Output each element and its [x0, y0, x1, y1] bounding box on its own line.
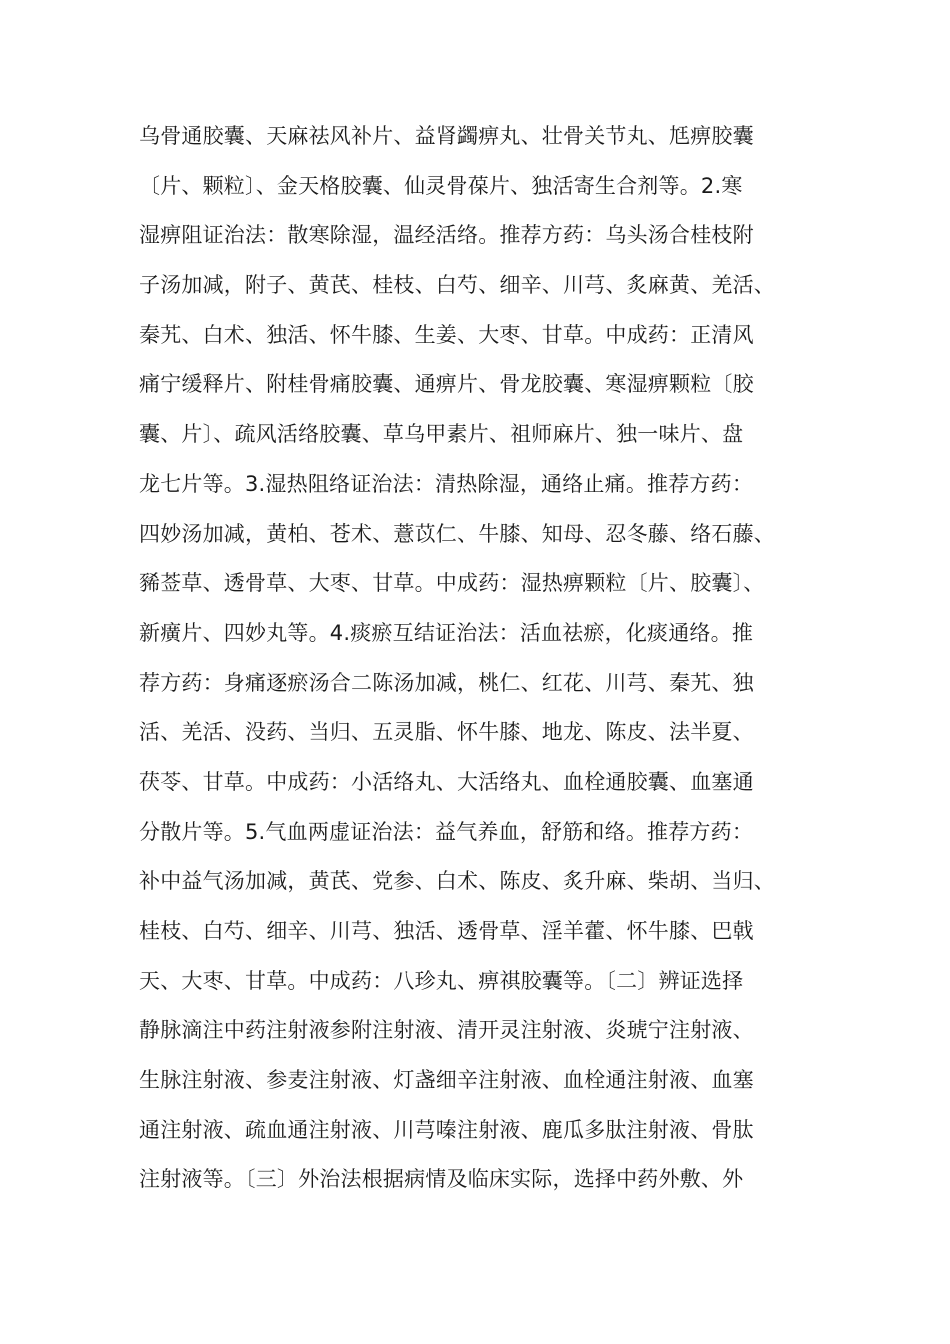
text-line: 新癀片、四妙丸等。4.痰瘀互结证治法：活血祛瘀，化痰通络。推 [139, 620, 754, 645]
text-line: 痛宁缓释片、附桂骨痛胶囊、通痹片、骨龙胶囊、寒湿痹颗粒〔胶 [139, 372, 754, 397]
text-line: 补中益气汤加减，黄芪、党参、白术、陈皮、炙升麻、柴胡、当归、 [139, 869, 775, 894]
text-line: 乌骨通胶囊、天麻祛风补片、益肾蠲痹丸、壮骨关节丸、尪痹胶囊 [139, 124, 754, 148]
text-line: 茯苓、甘草。中成药：小活络丸、大活络丸、血栓通胶囊、血塞通 [139, 769, 754, 794]
text-line: 湿痹阻证治法：散寒除湿，温经活络。推荐方药：乌头汤合桂枝附 [139, 223, 754, 248]
text-line: 生脉注射液、参麦注射液、灯盏细辛注射液、血栓通注射液、血塞 [139, 1068, 754, 1093]
text-line: 秦艽、白术、独活、怀牛膝、生姜、大枣、甘草。中成药：正清风 [139, 322, 754, 347]
text-line: 〔片、颗粒〕、金天格胶囊、仙灵骨葆片、独活寄生合剂等。2.寒 [139, 173, 743, 198]
text-line: 荐方药：身痛逐瘀汤合二陈汤加减，桃仁、红花、川芎、秦艽、独 [139, 670, 754, 695]
text-line: 豨莶草、透骨草、大枣、甘草。中成药：湿热痹颗粒〔片、胶囊〕、 [139, 571, 765, 596]
text-line: 注射液等。〔三〕外治法根据病情及临床实际，选择中药外敷、外 [139, 1167, 744, 1192]
text-line: 囊、片〕、疏风活络胶囊、草乌甲素片、祖师麻片、独一味片、盘 [139, 422, 744, 447]
text-line: 龙七片等。3.湿热阻络证治法：清热除湿，通络止痛。推荐方药： [139, 471, 754, 496]
text-line: 天、大枣、甘草。中成药：八珍丸、痹祺胶囊等。〔二〕辨证选择 [139, 968, 744, 993]
text-line: 静脉滴注中药注射液参附注射液、清开灵注射液、炎琥宁注射液、 [139, 1018, 754, 1043]
text-line: 四妙汤加减，黄柏、苍术、薏苡仁、牛膝、知母、忍冬藤、络石藤、 [139, 521, 775, 546]
text-line: 活、羌活、没药、当归、五灵脂、怀牛膝、地龙、陈皮、法半夏、 [139, 720, 754, 745]
text-line: 通注射液、疏血通注射液、川芎嗪注射液、鹿瓜多肽注射液、骨肽 [139, 1117, 754, 1142]
text-line: 分散片等。5.气血两虚证治法：益气养血，舒筋和络。推荐方药： [139, 819, 754, 844]
body-text [139, 112, 839, 1205]
text-line: 桂枝、白芍、细辛、川芎、独活、透骨草、淫羊藿、怀牛膝、巴戟 [139, 919, 754, 943]
text-line: 子汤加减，附子、黄芪、桂枝、白芍、细辛、川芎、炙麻黄、羌活、 [139, 273, 775, 298]
